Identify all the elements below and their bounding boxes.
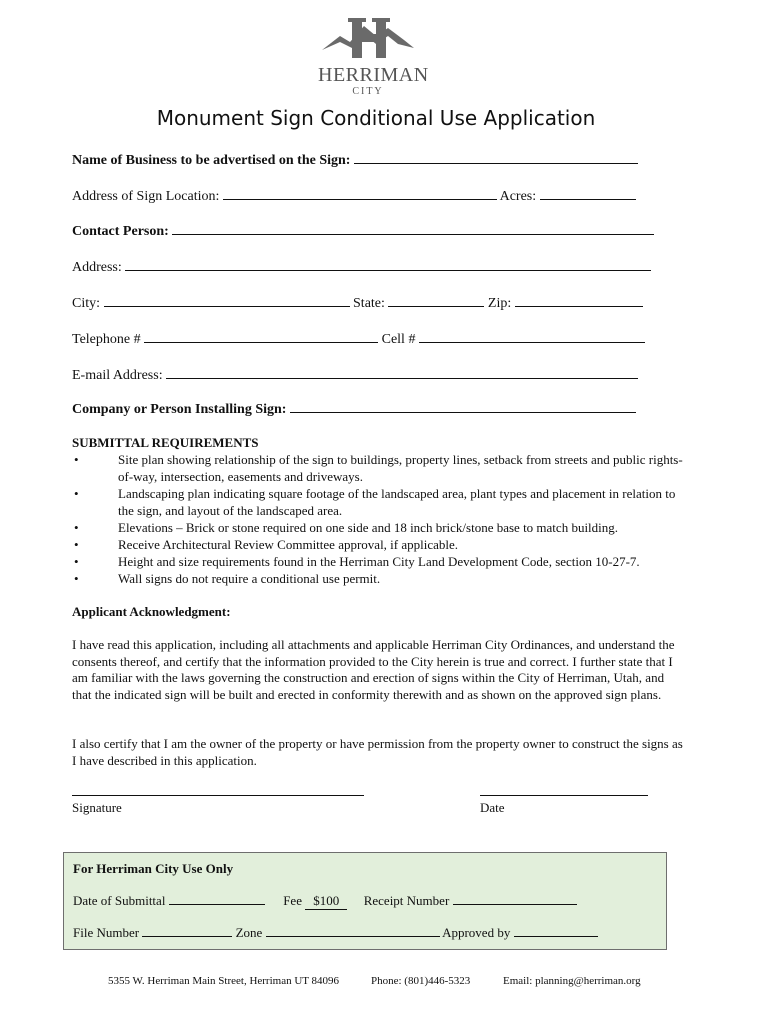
requirement-item: • Elevations – Brick or stone required on one side and 18 inch brick/stone base to match building. bbox=[72, 519, 692, 536]
mountain-logo-icon bbox=[318, 14, 418, 66]
approved-by-label: Approved by bbox=[442, 925, 511, 940]
acknowledgment-paragraph-1: I have read this application, including all attachments and applicable Herriman City Ordinances, and understand the consents thereof, and certify that the information provided to the City herein is true and correct. I further state that I am familiar with the laws governing the construction and erection of signs within the City of Herriman, Utah, and that the indicated sign will be built and erected in conformity therewith and as shown on the approved sign plans. bbox=[72, 637, 675, 702]
city-row bbox=[72, 294, 643, 312]
contact-field[interactable] bbox=[172, 222, 654, 235]
zip-label: Zip: bbox=[487, 296, 512, 311]
requirements-list bbox=[72, 451, 692, 587]
cell-label: Cell # bbox=[381, 332, 416, 347]
requirement-item: • Receive Architectural Review Committee approval, if applicable. bbox=[72, 536, 692, 553]
file-number-field[interactable] bbox=[142, 925, 232, 937]
acknowledgment-heading: Applicant Acknowledgment: bbox=[72, 604, 231, 619]
business-name-row bbox=[72, 151, 638, 169]
herriman-logo bbox=[318, 14, 429, 104]
requirement-item: • Wall signs do not require a conditional use permit. bbox=[72, 570, 692, 587]
installer-row bbox=[72, 400, 636, 418]
requirement-item: • Landscaping plan indicating square footage of the landscaped area, plant types and placement in relation to the sign, and layout of the landscaped area. bbox=[72, 485, 692, 519]
date-line[interactable] bbox=[480, 795, 648, 796]
date-submittal-label: Date of Submittal bbox=[73, 893, 166, 908]
office-row-2 bbox=[73, 925, 598, 941]
footer-phone: Phone: (801)446-5323 bbox=[371, 975, 471, 987]
page-title: Monument Sign Conditional Use Application bbox=[156, 106, 596, 130]
office-use-heading: For Herriman City Use Only bbox=[73, 861, 234, 876]
office-row-1 bbox=[73, 893, 577, 910]
contact-label: Contact Person: bbox=[72, 224, 169, 239]
file-number-label: File Number bbox=[73, 925, 140, 940]
sign-address-label: Address of Sign Location: bbox=[72, 189, 220, 204]
business-name-label: Name of Business to be advertised on the Sign: bbox=[72, 153, 351, 168]
zone-field[interactable] bbox=[266, 925, 440, 937]
email-label: E-mail Address: bbox=[72, 368, 163, 383]
telephone-label: Telephone # bbox=[72, 332, 141, 347]
office-use-box bbox=[63, 852, 667, 950]
signature-label: Signature bbox=[72, 800, 122, 815]
telephone-row bbox=[72, 330, 645, 348]
footer-address: 5355 W. Herriman Main Street, Herriman UT 84096 bbox=[108, 975, 340, 987]
acknowledgment-paragraph-2: I also certify that I am the owner of the property or have permission from the property owner to construct the signs as I have described in this application. bbox=[72, 736, 683, 768]
city-field[interactable] bbox=[104, 294, 350, 307]
cell-field[interactable] bbox=[419, 330, 645, 343]
receipt-number-label: Receipt Number bbox=[363, 893, 450, 908]
sign-address-field[interactable] bbox=[223, 187, 497, 200]
installer-label: Company or Person Installing Sign: bbox=[72, 402, 287, 417]
date-submittal-field[interactable] bbox=[169, 893, 265, 905]
approved-by-field[interactable] bbox=[514, 925, 598, 937]
footer-email: Email: planning@herriman.org bbox=[503, 975, 641, 987]
acres-label: Acres: bbox=[499, 189, 537, 204]
address-field[interactable] bbox=[125, 258, 651, 271]
receipt-number-field[interactable] bbox=[453, 893, 577, 905]
requirements-heading: SUBMITTAL REQUIREMENTS bbox=[72, 435, 259, 450]
submittal-requirements bbox=[72, 434, 692, 587]
zone-label: Zone bbox=[235, 925, 263, 940]
fee-label: Fee bbox=[283, 893, 302, 908]
state-field[interactable] bbox=[388, 294, 484, 307]
address-label: Address: bbox=[72, 260, 122, 275]
fee-value: $100 bbox=[305, 893, 347, 910]
signature-line[interactable] bbox=[72, 795, 364, 796]
acres-field[interactable] bbox=[540, 187, 636, 200]
address-row bbox=[72, 258, 651, 276]
contact-row bbox=[72, 222, 654, 240]
logo-name: HERRIMAN bbox=[318, 64, 429, 86]
requirement-item: • Height and size requirements found in the Herriman City Land Development Code, section 10-27-7. bbox=[72, 553, 692, 570]
zip-field[interactable] bbox=[515, 294, 643, 307]
email-field[interactable] bbox=[166, 366, 638, 379]
city-label: City: bbox=[72, 296, 101, 311]
business-name-field[interactable] bbox=[354, 151, 638, 164]
logo-city: CITY bbox=[352, 86, 384, 97]
installer-field[interactable] bbox=[290, 400, 636, 413]
state-label: State: bbox=[353, 296, 385, 311]
telephone-field[interactable] bbox=[144, 330, 378, 343]
email-row bbox=[72, 366, 638, 384]
sign-address-row bbox=[72, 187, 636, 205]
requirement-item: • Site plan showing relationship of the sign to buildings, property lines, setback from streets and public rights-of-way, intersection, easements and driveways. bbox=[72, 451, 692, 485]
date-label: Date bbox=[480, 800, 505, 815]
